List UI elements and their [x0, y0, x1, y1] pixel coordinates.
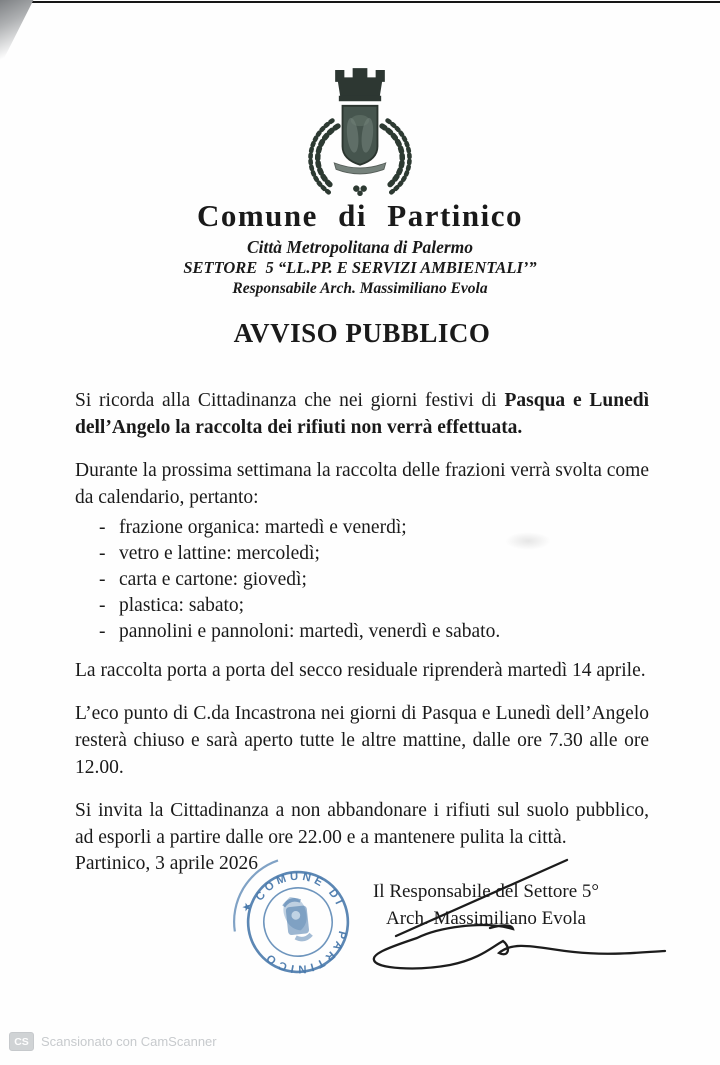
list-dash-marker: -: [99, 517, 106, 538]
stamp-center-emblem: [277, 893, 316, 943]
list-item-text: pannolini e pannoloni: martedì, venerdì e sabato.: [119, 621, 501, 642]
list-item: [75, 619, 649, 645]
list-item: [75, 515, 649, 541]
letterhead-subtitle-city: Città Metropolitana di Palermo: [246, 236, 474, 257]
coat-of-arms-icon: [295, 58, 425, 196]
paragraph-reminder-bold: Pasqua e Lunedì dell’Angelo la raccolta dei rifiuti non verrà effettuata.: [75, 390, 649, 438]
paragraph-ecopoint: L’eco punto di C.da Incastrona nei giorni di Pasqua e Lunedì dell’Angelo resterà chiuso e sarà aperto tutte le altre mattine, dalle ore 7.30 alle ore 12.00.: [75, 703, 649, 778]
camscanner-icon: CS: [9, 1032, 34, 1051]
list-item: [75, 593, 649, 619]
paragraph-invitation: Si invita la Cittadinanza a non abbandonare i rifiuti sul suolo pubblico, ad esporli a partire dalle ore 22.00 e a mantenere pulita la città.: [75, 800, 649, 848]
list-item-text: plastica: sabato;: [119, 595, 245, 616]
notice-body: [75, 318, 649, 867]
signature-block: [372, 878, 600, 932]
list-dash-marker: -: [99, 569, 106, 590]
paragraph-resumption: La raccolta porta a porta del secco residuale riprenderà martedì 14 aprile.: [75, 660, 646, 681]
list-item: [75, 567, 649, 593]
notice-title: AVVISO PUBBLICO: [233, 318, 491, 348]
signer-role: Il Responsabile del Settore 5°: [372, 881, 600, 902]
svg-text:PARTINICO: [260, 925, 356, 987]
list-dash-marker: -: [99, 621, 106, 642]
paragraph-schedule-intro: Durante la prossima settimana la raccolta delle frazioni verrà svolta come da calendario, pertanto:: [75, 460, 649, 508]
camscanner-watermark: [9, 1032, 217, 1051]
letterhead-subtitle-responsible: Responsabile Arch. Massimiliano Evola: [232, 279, 488, 297]
list-dash-marker: -: [99, 595, 106, 616]
place-and-date: Partinico, 3 aprile 2026: [75, 853, 259, 874]
list-item: [75, 541, 649, 567]
paragraph-reminder: [75, 387, 649, 441]
letterhead: [0, 58, 720, 298]
list-item-text: vetro e lattine: mercoledì;: [119, 543, 320, 564]
stamp-arc-top-text: COMUNE DI: [253, 870, 347, 910]
list-item-text: carta e cartone: giovedì;: [119, 569, 307, 590]
letterhead-subtitle-sector: SETTORE 5 “LL.PP. E SERVIZI AMBIENTALI’”: [183, 257, 537, 277]
camscanner-watermark-text: Scansionato con CamScanner: [41, 1034, 217, 1049]
collection-schedule-list: [75, 515, 649, 645]
municipality-name: Comune di Partinico: [196, 198, 524, 233]
scan-top-edge-artifact: [0, 1, 720, 3]
list-item-text: frazione organica: martedì e venerdì;: [119, 517, 407, 538]
crown-icon: [335, 68, 385, 99]
list-dash-marker: -: [99, 543, 106, 564]
paragraph-reminder-normal: Si ricorda alla Cittadinanza che nei giorni festivi di: [75, 390, 505, 411]
stamp-star: ★: [240, 900, 254, 916]
stamp-arc-bottom-text: PARTINICO: [261, 929, 349, 975]
municipal-stamp-icon: [228, 852, 368, 992]
signer-name: Arch. Massimiliano Evola: [386, 908, 586, 929]
